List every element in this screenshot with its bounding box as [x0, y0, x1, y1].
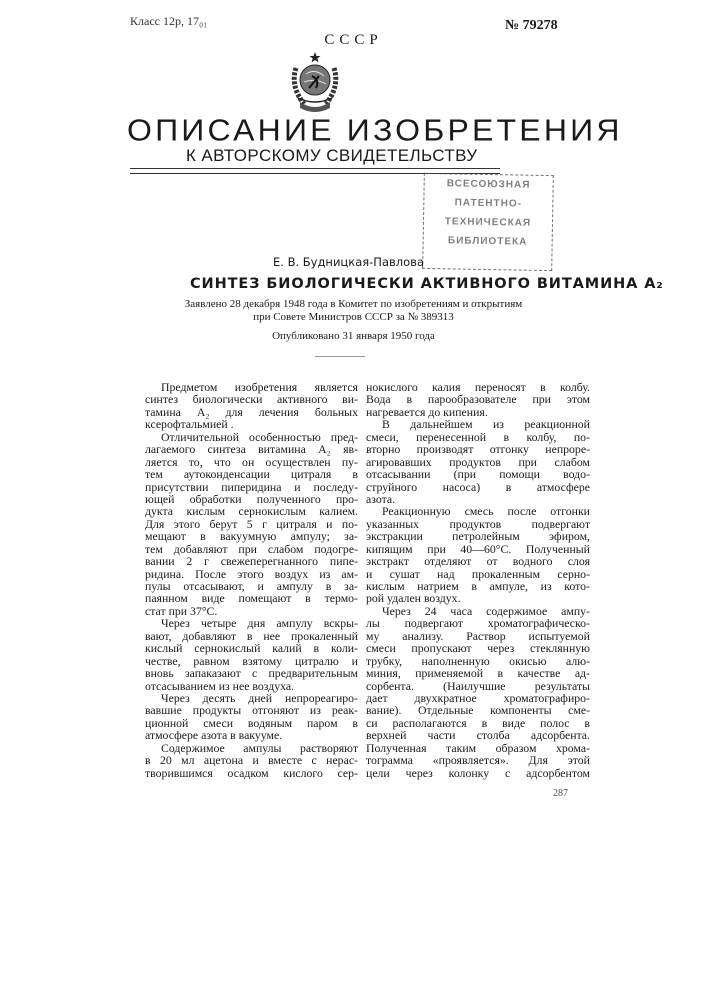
- library-stamp: [422, 173, 554, 271]
- text-line: в 20 мл ацетона и вместе с нерас-: [145, 754, 358, 766]
- text-line: Реакционную смесь после отгонки: [366, 505, 590, 517]
- text-line: кипящим при 40—60°С. Полученный: [366, 543, 590, 555]
- text-line: сорбента. (Наилучшие результаты: [366, 680, 590, 692]
- text-line: тограмма «проявляется». Для этой: [366, 754, 590, 766]
- text-line: ционной смеси водяным паром в: [145, 717, 358, 729]
- text-line: смеси, перенесенной в колбу, по-: [366, 431, 590, 443]
- text-line: дукта кислым сернокислым калием.: [145, 505, 358, 517]
- text-line: дает двухкратное хроматографиро-: [366, 692, 590, 704]
- text-line: вании 2 г свежеперегнанного пипе-: [145, 555, 358, 567]
- publication-date: Опубликовано 31 января 1950 года: [130, 330, 577, 342]
- stamp-line: ТЕХНИЧЕСКАЯ: [424, 212, 552, 233]
- text-line: Полученная таким образом хрома-: [366, 742, 590, 754]
- paragraph: [145, 381, 358, 431]
- text-line: лагаемого синтеза витамина A₂ яв-: [145, 443, 358, 455]
- text-line: кислый сернокислый калий в коли-: [145, 642, 358, 654]
- text-line: атмосфере азота в вакууме.: [145, 729, 358, 741]
- text-line: нагревается до кипения.: [366, 406, 590, 418]
- text-column-right: [366, 381, 590, 779]
- document-heading: ОПИСАНИЕ ИЗОБРЕТЕНИЯ: [127, 113, 623, 148]
- text-line: и сушат над прокаленным серно-: [366, 568, 590, 580]
- text-line: Через десять дней непрореагиро-: [145, 692, 358, 704]
- paragraph: [366, 418, 590, 505]
- text-line: стат при 37°С.: [145, 605, 358, 617]
- text-line: экстракции петролейным эфиром,: [366, 530, 590, 542]
- text-line: Через четыре дня ампулу вскры-: [145, 617, 358, 629]
- stamp-line: ВСЕСОЮЗНАЯ: [424, 174, 552, 195]
- text-line: Для этого берут 5 г цитраля и по-: [145, 518, 358, 530]
- text-line: Через 24 часа содержимое ампу-: [366, 605, 590, 617]
- filing-line-1: Заявлено 28 декабря 1948 года в Комитет по изобретениям и открытиям: [130, 298, 577, 311]
- paragraph: [366, 505, 590, 605]
- text-line: Отличительной особенностью пред-: [145, 431, 358, 443]
- text-line: В дальнейшем из реакционной: [366, 418, 590, 430]
- text-line: экстракт отделяют от водного слоя: [366, 555, 590, 567]
- text-line: Содержимое ампулы растворяют: [145, 742, 358, 754]
- text-line: синтез биологически активного ви-: [145, 393, 358, 405]
- text-line: ющей обработки полученного про-: [145, 493, 358, 505]
- text-line: нокислого калия переносят в колбу.: [366, 381, 590, 393]
- stamp-line: БИБЛИОТЕКА: [424, 231, 552, 252]
- text-line: рой удален воздух.: [366, 592, 590, 604]
- text-line: тамина A₂ для лечения больных: [145, 406, 358, 418]
- text-line: отсасывании (при помощи водо-: [366, 468, 590, 480]
- paragraph: [145, 692, 358, 742]
- text-line: смеси пропускают через стеклянную: [366, 642, 590, 654]
- text-column-left: [145, 381, 358, 779]
- text-line: верхней части столба адсорбента.: [366, 729, 590, 741]
- stamp-line: ПАТЕНТНО-: [424, 193, 552, 214]
- text-line: мещают в вакуумную ампулу; за-: [145, 530, 358, 542]
- text-line: вавшие продукты отгоняют из реак-: [145, 704, 358, 716]
- text-line: указанных продуктов подвергают: [366, 518, 590, 530]
- text-line: му анализу. Раствор испытуемой: [366, 630, 590, 642]
- text-line: кислым натрием в ампуле, из кото-: [366, 580, 590, 592]
- text-line: паянном виде помещают в термо-: [145, 592, 358, 604]
- text-line: творившимся осадком кислого сер-: [145, 767, 358, 779]
- text-line: ляется то, что он осуществлен пу-: [145, 456, 358, 468]
- country-label: СССР: [0, 32, 707, 49]
- text-line: тем аутоконденсации цитраля в: [145, 468, 358, 480]
- paragraph: [366, 381, 590, 418]
- text-line: тем добавляют при слабом подогре-: [145, 543, 358, 555]
- text-line: Предметом изобретения является: [145, 381, 358, 393]
- text-line: ксерофтальмией .: [145, 418, 358, 430]
- page-number: 287: [553, 788, 568, 799]
- document-subheading: К АВТОРСКОМУ СВИДЕТЕЛЬСТВУ: [186, 146, 477, 166]
- header-rule-top: [130, 168, 500, 169]
- text-line: пулы отсасывают, и ампулу в за-: [145, 580, 358, 592]
- paragraph: [145, 617, 358, 692]
- text-line: присутствии пиперидина и последу-: [145, 481, 358, 493]
- text-line: вторно производят отгонку непроре-: [366, 443, 590, 455]
- paragraph: [145, 742, 358, 779]
- text-line: отсасыванием из нее воздуха.: [145, 680, 358, 692]
- section-divider: [315, 356, 365, 357]
- text-line: трубку, наполненную окисью алю-: [366, 655, 590, 667]
- text-line: струйного насоса) в атмосфере: [366, 481, 590, 493]
- paragraph: [145, 431, 358, 618]
- text-line: ридина. После этого воздух из ам-: [145, 568, 358, 580]
- text-line: вновь запаказают с предварительным: [145, 667, 358, 679]
- paragraph: [366, 605, 590, 779]
- patent-number: № 79278: [505, 18, 558, 34]
- text-line: цели через колонку с адсорбентом: [366, 767, 590, 779]
- text-line: азота.: [366, 493, 590, 505]
- filing-info: [130, 298, 577, 324]
- text-line: лы подвергают хроматографическо-: [366, 617, 590, 629]
- filing-line-2: при Совете Министров СССР за № 389313: [130, 311, 577, 324]
- text-line: честве, равном взятому цитралю и: [145, 655, 358, 667]
- classification-label: Класс 12р, 17₀₁: [130, 14, 207, 29]
- state-emblem-icon: [286, 50, 344, 116]
- text-line: миния, применяемой в качестве ад-: [366, 667, 590, 679]
- author-name: Е. В. Будницкая-Павлова: [273, 255, 424, 269]
- text-line: Вода в парообразователе при этом: [366, 393, 590, 405]
- text-line: агировавших продуктов при слабом: [366, 456, 590, 468]
- text-line: си располагаются в виде полос в: [366, 717, 590, 729]
- text-line: вают, добавляют в нее прокаленный: [145, 630, 358, 642]
- text-line: вание). Отдельные компоненты сме-: [366, 704, 590, 716]
- invention-title: СИНТЕЗ БИОЛОГИЧЕСКИ АКТИВНОГО ВИТАМИНА A₂: [190, 276, 664, 292]
